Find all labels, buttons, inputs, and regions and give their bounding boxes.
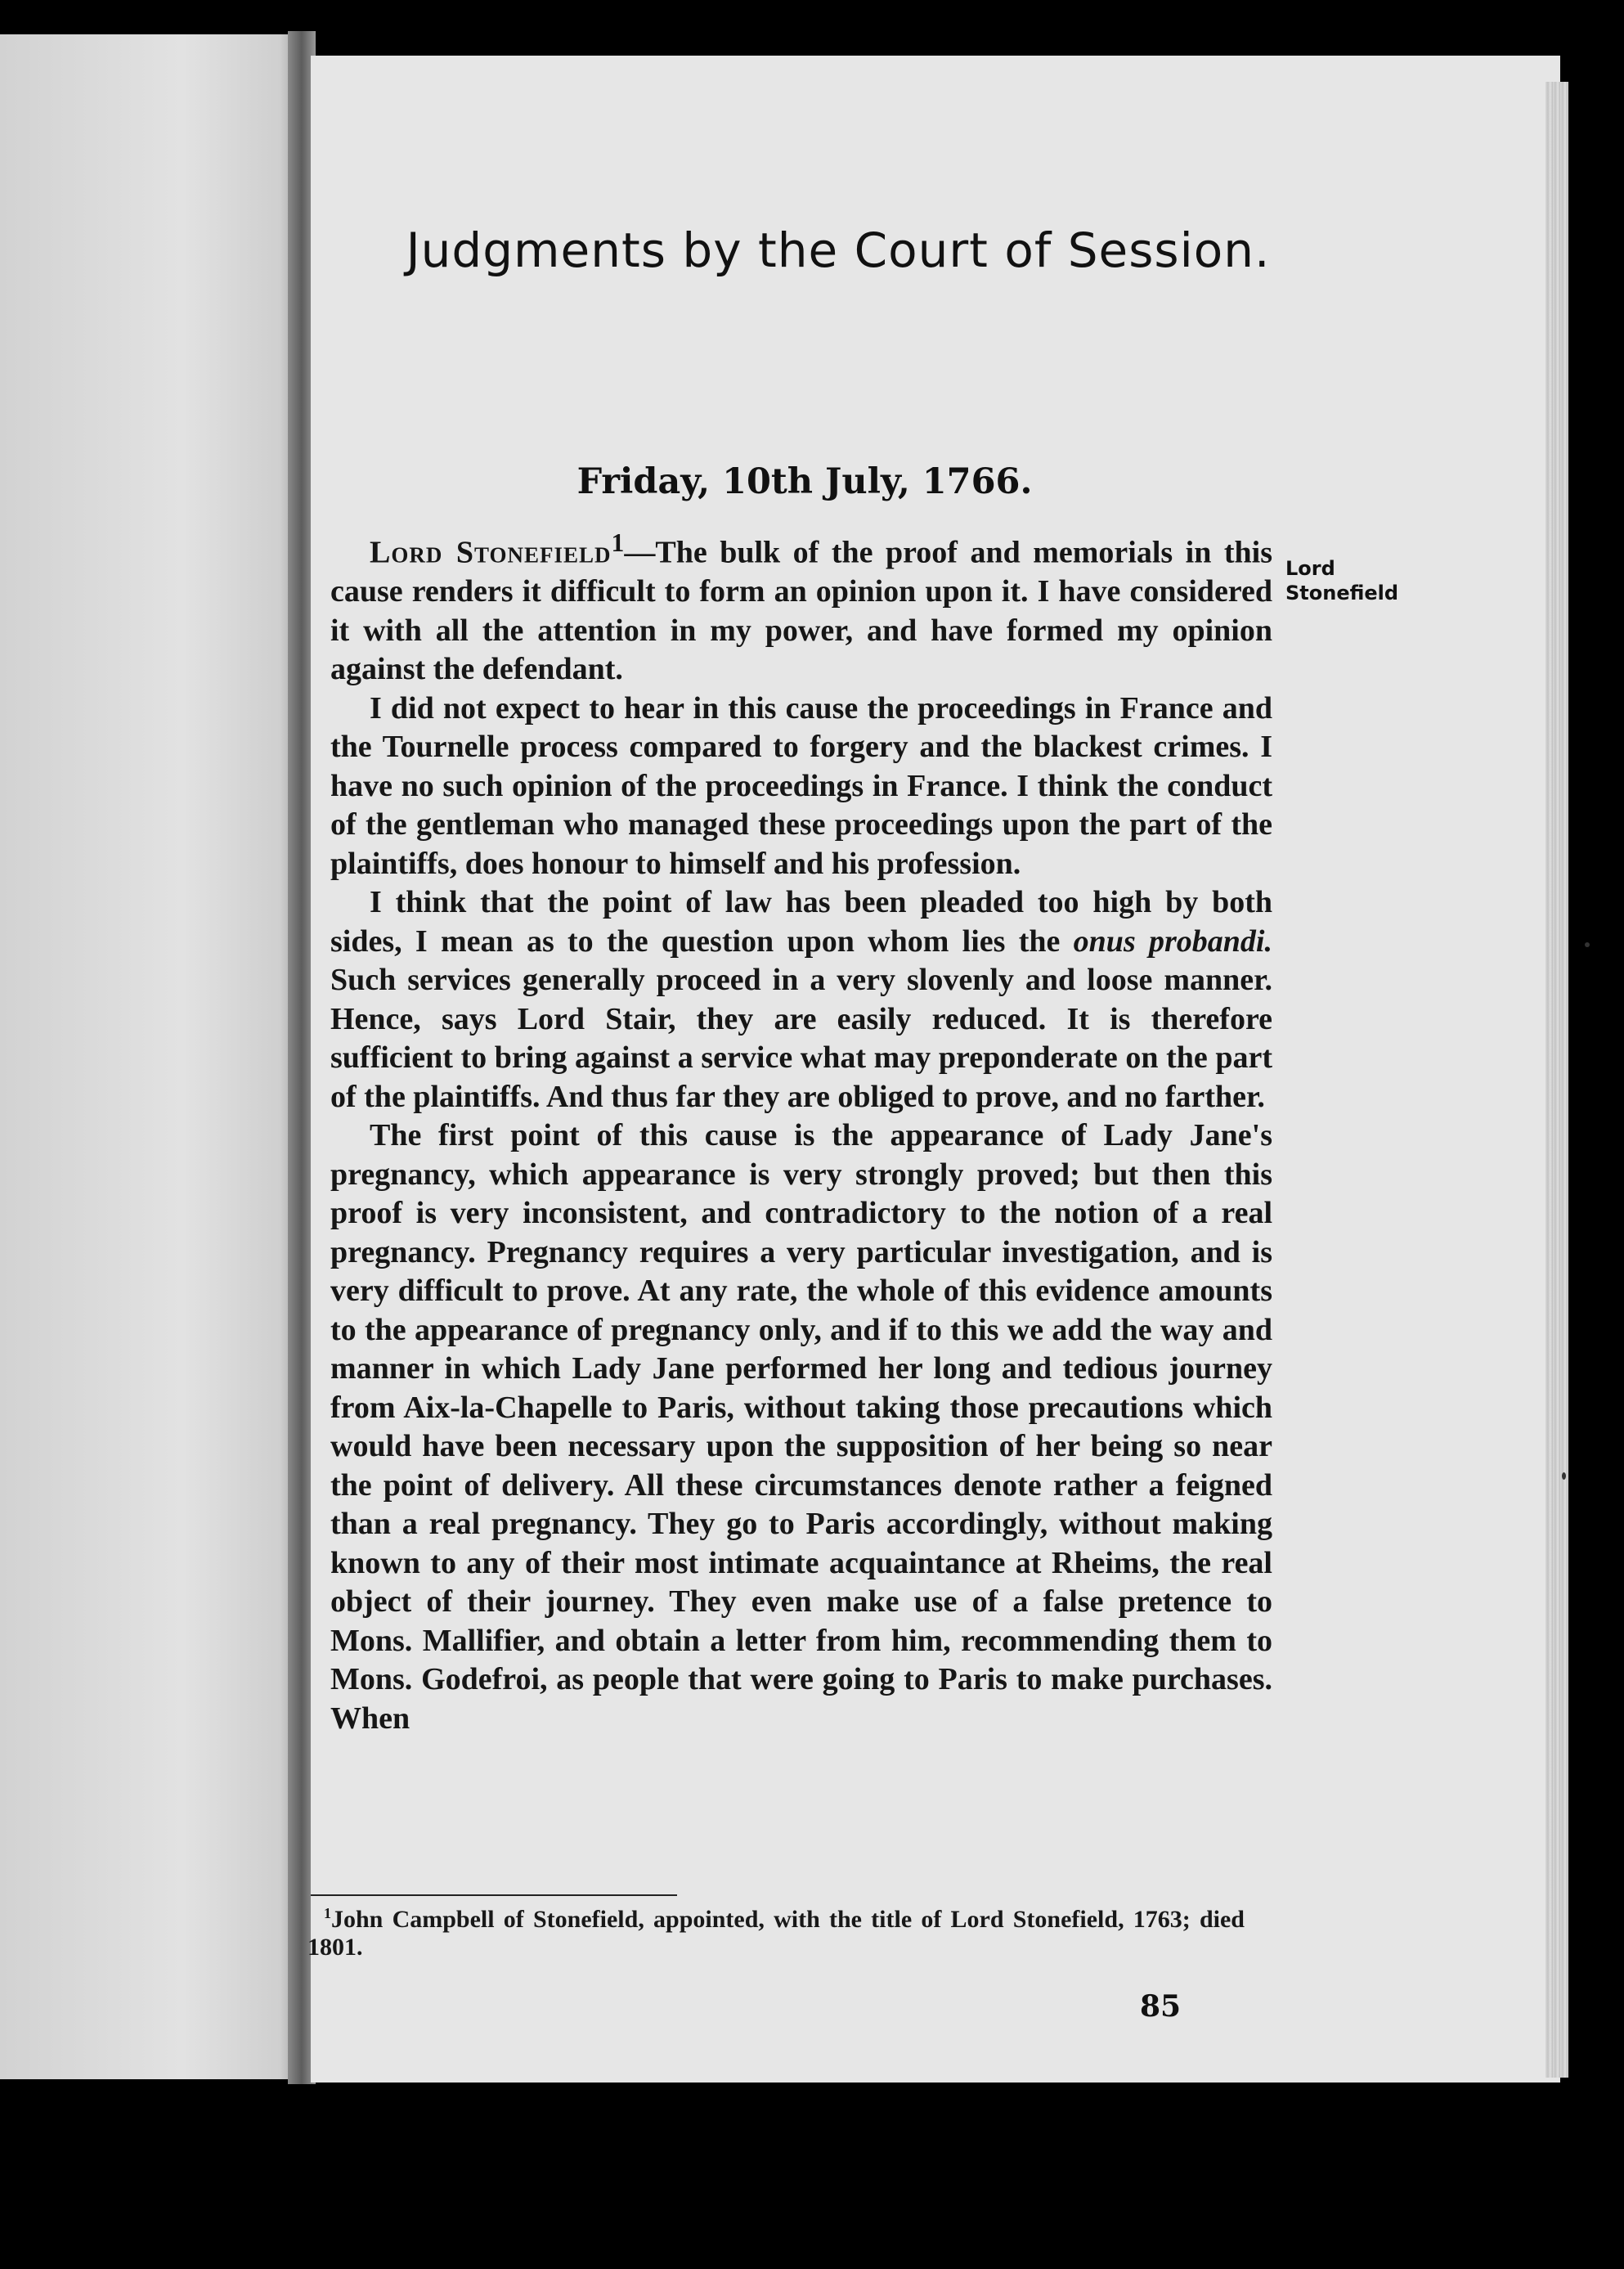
scan-speck xyxy=(1585,942,1590,947)
paragraph-1-text: —The bulk of the proof and memorials in this cause renders it difficult to form an opinion upon it. I have considered it with all the attention in my power, and have formed my opinion against the defendant. xyxy=(330,535,1272,687)
paragraph-3-text-after: Such services generally proceed in a very slovenly and loose manner. Hence, says Lord Stair, they are easily reduced. It is therefore sufficient to bring against a service what may preponderate on the part of the plaintiffs. And thus far they are obliged to prove, and no farther. xyxy=(330,963,1272,1114)
latin-phrase: onus probandi. xyxy=(1073,923,1272,959)
paragraph-3-text-before: I think that the point of law has been pleaded too high by both sides, I mean as to the question upon whom lies the xyxy=(330,885,1272,959)
footnote-rule xyxy=(311,1894,677,1896)
paragraph-1 xyxy=(330,523,1272,690)
speaker-name: Lord Stonefield xyxy=(370,535,612,570)
marginal-note-line-1: Lord xyxy=(1285,557,1335,580)
scan-speck xyxy=(1562,1472,1566,1480)
page-edges xyxy=(1545,82,1568,2078)
footnote xyxy=(307,1899,1245,1961)
page-number: 85 xyxy=(1140,1989,1182,2024)
paragraph-3 xyxy=(330,883,1272,1117)
paragraph-4: The first point of this cause is the appearance of Lady Jane's pregnancy, which appearance is very strongly proved; but then this proof is very inconsistent, and contradictory to the notion of a real pregnancy. Pregnancy requires a very particular investigation, and is very difficult to prove. At any rate, the whole of this evidence amounts to the appearance of pregnancy only, and if to this we add the way and manner in which Lady Jane performed her long and tedious journey from Aix-la-Chapelle to Paris, without taking those precautions which would have been necessary upon the supposition of her being so near the point of delivery. All these circumstances denote rather a feigned than a real pregnancy. They go to Paris accordingly, without making known to any of their most intimate acquaintance at Rheims, the real object of their journey. They even make use of a false pretence to Mons. Mallifier, and obtain a letter from him, recommending them to Mons. Godefroi, as people that were going to Paris to make purchases. When xyxy=(330,1118,1272,1736)
footnote-marker: 1 xyxy=(324,1905,331,1921)
body-text xyxy=(330,523,1272,1738)
paragraph-2: I did not expect to hear in this cause the proceedings in France and the Tournelle process compared to forgery and the blackest crimes. I have no such opinion of the proceedings in France. I think the conduct of the gentleman who managed these proceedings upon the part of the plaintiffs, does honour to himself and his profession. xyxy=(330,690,1272,881)
footnote-text: John Campbell of Stonefield, appointed, with the title of Lord Stonefield, 1763; died 1801. xyxy=(307,1906,1245,1961)
footnote-reference: 1 xyxy=(611,528,625,557)
date-heading: Friday, 10th July, 1766. xyxy=(576,461,1033,502)
facing-page xyxy=(0,34,304,2079)
marginal-note xyxy=(1285,556,1399,605)
marginal-note-line-2: Stonefield xyxy=(1285,582,1399,604)
running-head: Judgments by the Court of Session. xyxy=(406,222,1271,278)
